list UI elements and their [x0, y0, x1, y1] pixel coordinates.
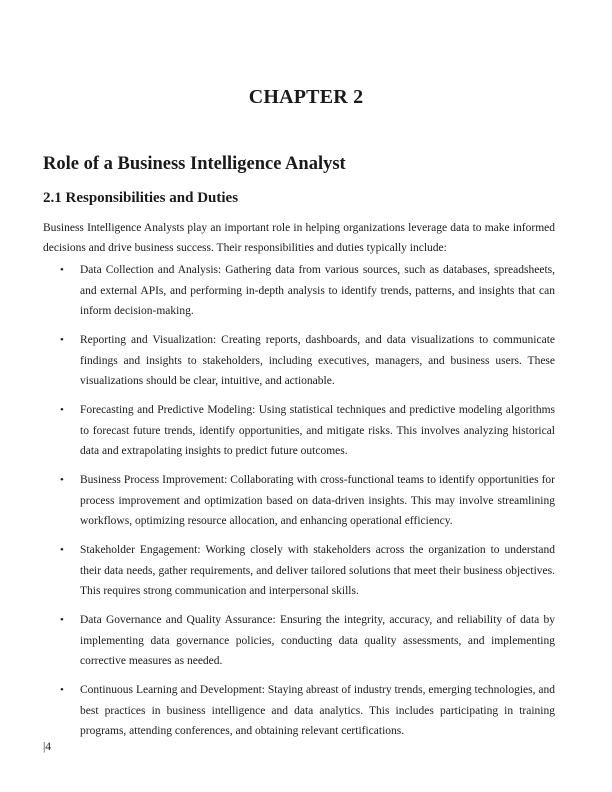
section-heading: 2.1 Responsibilities and Duties: [43, 190, 239, 206]
list-item-text: Data Governance and Quality Assurance: Ensuring the integrity, accuracy, and reliability of data by implementing data governance policies, conducting data quality assessments, and implementing corrective measures as needed.: [80, 614, 555, 667]
page-title: Role of a Business Intelligence Analyst: [43, 154, 346, 174]
duties-list: [60, 260, 555, 750]
list-item-text: Business Process Improvement: Collaborating with cross-functional teams to identify opportunities for process improvement and optimization based on data-driven insights. This may involve streamlining workflows, optimizing resource allocation, and enhancing operational efficiency.: [80, 474, 555, 527]
bullet-icon: •: [60, 404, 64, 416]
list-item-text: Forecasting and Predictive Modeling: Using statistical techniques and predictive modeling algorithms to forecast future trends, identify opportunities, and mitigate risks. This involves analyzing historical data and extrapolating insights to predict future outcomes.: [80, 404, 555, 457]
list-item: [60, 680, 555, 742]
page-number: |4: [43, 741, 52, 753]
list-item: [60, 540, 555, 602]
list-item-text: Stakeholder Engagement: Working closely with stakeholders across the organization to understand their data needs, gather requirements, and deliver tailored solutions that meet their business objectives. This requires strong communication and interpersonal skills.: [80, 544, 555, 597]
bullet-icon: •: [60, 474, 64, 486]
list-item-text: Continuous Learning and Development: Staying abreast of industry trends, emerging technologies, and best practices in business intelligence and data analytics. This includes participating in training programs, attending conferences, and obtaining relevant certifications.: [80, 684, 555, 737]
intro-paragraph: Business Intelligence Analysts play an important role in helping organizations leverage data to make informed decisions and drive business success. Their responsibilities and duties typically include:: [43, 222, 555, 254]
bullet-icon: •: [60, 614, 64, 626]
list-item: [60, 610, 555, 672]
list-item-text: Data Collection and Analysis: Gathering data from various sources, such as databases, spreadsheets, and external APIs, and performing in-depth analysis to identify trends, patterns, and insights that can inform decision-making.: [80, 264, 555, 317]
list-item: [60, 400, 555, 462]
list-item: [60, 470, 555, 532]
chapter-heading: CHAPTER 2: [248, 86, 364, 108]
list-item-text: Reporting and Visualization: Creating reports, dashboards, and data visualizations to communicate findings and insights to stakeholders, including executives, managers, and business users. These visualizations should be clear, intuitive, and actionable.: [80, 334, 555, 387]
list-item: [60, 330, 555, 392]
list-item: [60, 260, 555, 322]
bullet-icon: •: [60, 684, 64, 696]
bullet-icon: •: [60, 544, 64, 556]
bullet-icon: •: [60, 264, 64, 276]
bullet-icon: •: [60, 334, 64, 346]
